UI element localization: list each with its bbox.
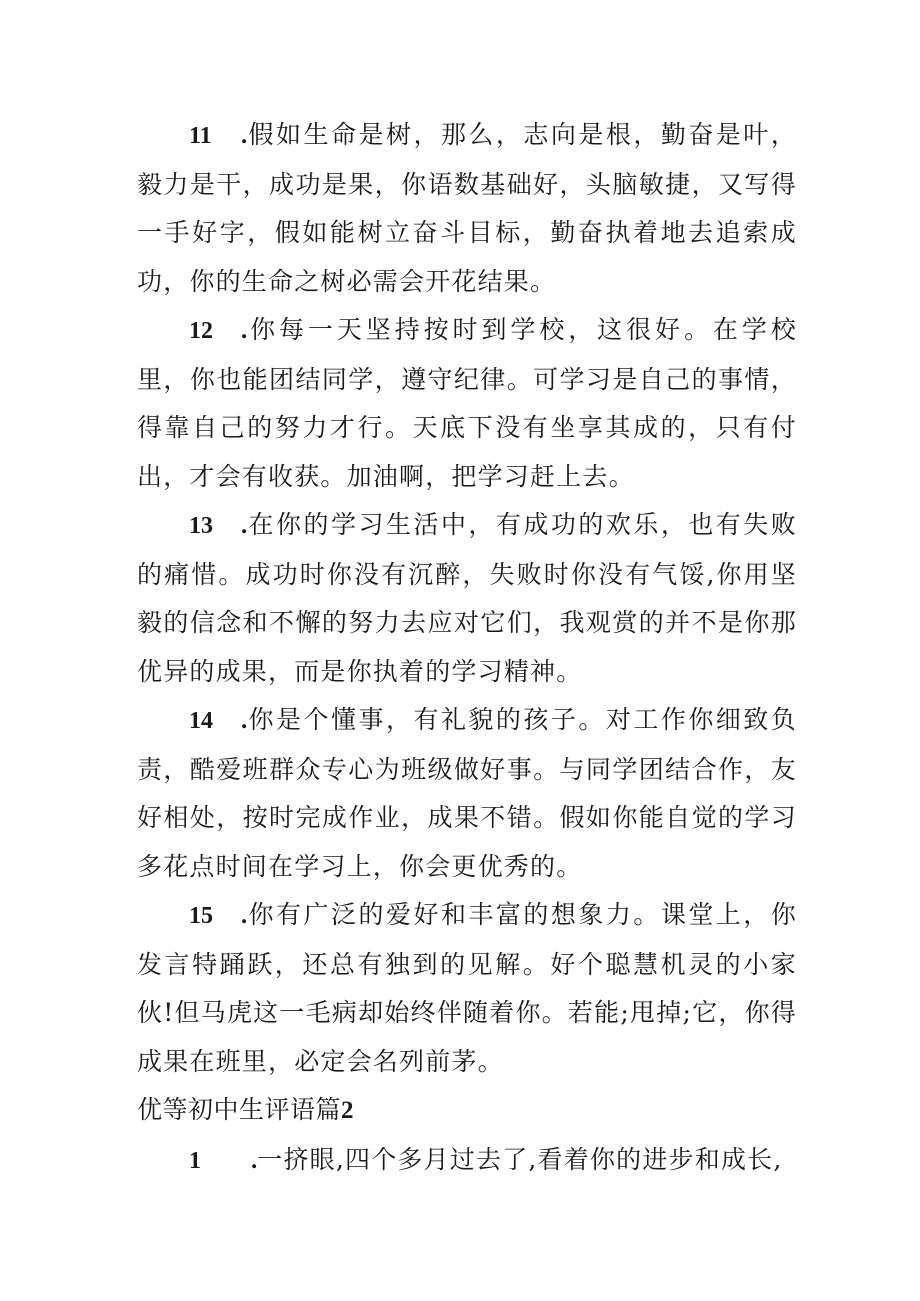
comment-text: 假如生命是树，那么，志向是根，勤奋是叶，毅力是干，成功是果，你语数基础好，头脑敏捷，又写得一手好字，假如能树立奋斗目标，勤奋执着地去追索成功，你的生命之树必需会开花结果。 [137,120,797,296]
section-heading-text: 优等初中生评语篇 [137,1095,342,1124]
document-content [137,111,797,1185]
section-heading [137,1086,797,1136]
comment-text: 你有广泛的爱好和丰富的想象力。课堂上，你发言特踊跃，还总有独到的见解。好个聪慧机灵的小家伙!但马虎这一毛病却始终伴随着你。若能;甩掉;它，你得成果在班里，必定会名列前茅。 [137,900,797,1076]
comment-paragraph-13 [137,501,797,696]
comment-paragraph-15 [137,891,797,1086]
item-number: 11 [189,123,212,149]
item-dot: . [241,512,248,539]
item-dot: . [241,122,248,149]
comment-paragraph-14 [137,696,797,891]
comment-text: 在你的学习生活中，有成功的欢乐，也有失败的痛惜。成功时你没有沉醉，失败时你没有气馁,你用坚毅的信念和不懈的努力去应对它们，我观赏的并不是你那优异的成果，而是你执着的学习精神。 [137,510,797,686]
item-number: 12 [189,318,213,344]
item-number: 15 [189,903,213,929]
item-dot: . [241,317,248,344]
comment-text: 你是个懂事，有礼貌的孩子。对工作你细致负责，酷爱班群众专心为班级做好事。与同学团结合作，友好相处，按时完成作业，成果不错。假如你能自觉的学习多花点时间在学习上，你会更优秀的。 [137,705,797,881]
comment-paragraph-1 [137,1136,797,1186]
section-heading-number: 2 [341,1097,355,1124]
item-dot: . [251,1146,258,1174]
comment-paragraph-12 [137,306,797,501]
item-number: 14 [189,708,213,734]
item-number: 13 [189,513,213,539]
comment-paragraph-11 [137,111,797,306]
comment-text: 你每一天坚持按时到学校，这很好。在学校里，你也能团结同学，遵守纪律。可学习是自己的事情，得靠自己的努力才行。天底下没有坐享其成的，只有付出，才会有收获。加油啊，把学习赶上去。 [137,315,797,491]
comment-text: 一挤眼,四个多月过去了,看着你的进步和成长, [257,1144,783,1174]
item-number: 1 [189,1147,201,1174]
item-dot: . [241,707,248,734]
item-dot: . [241,902,248,929]
